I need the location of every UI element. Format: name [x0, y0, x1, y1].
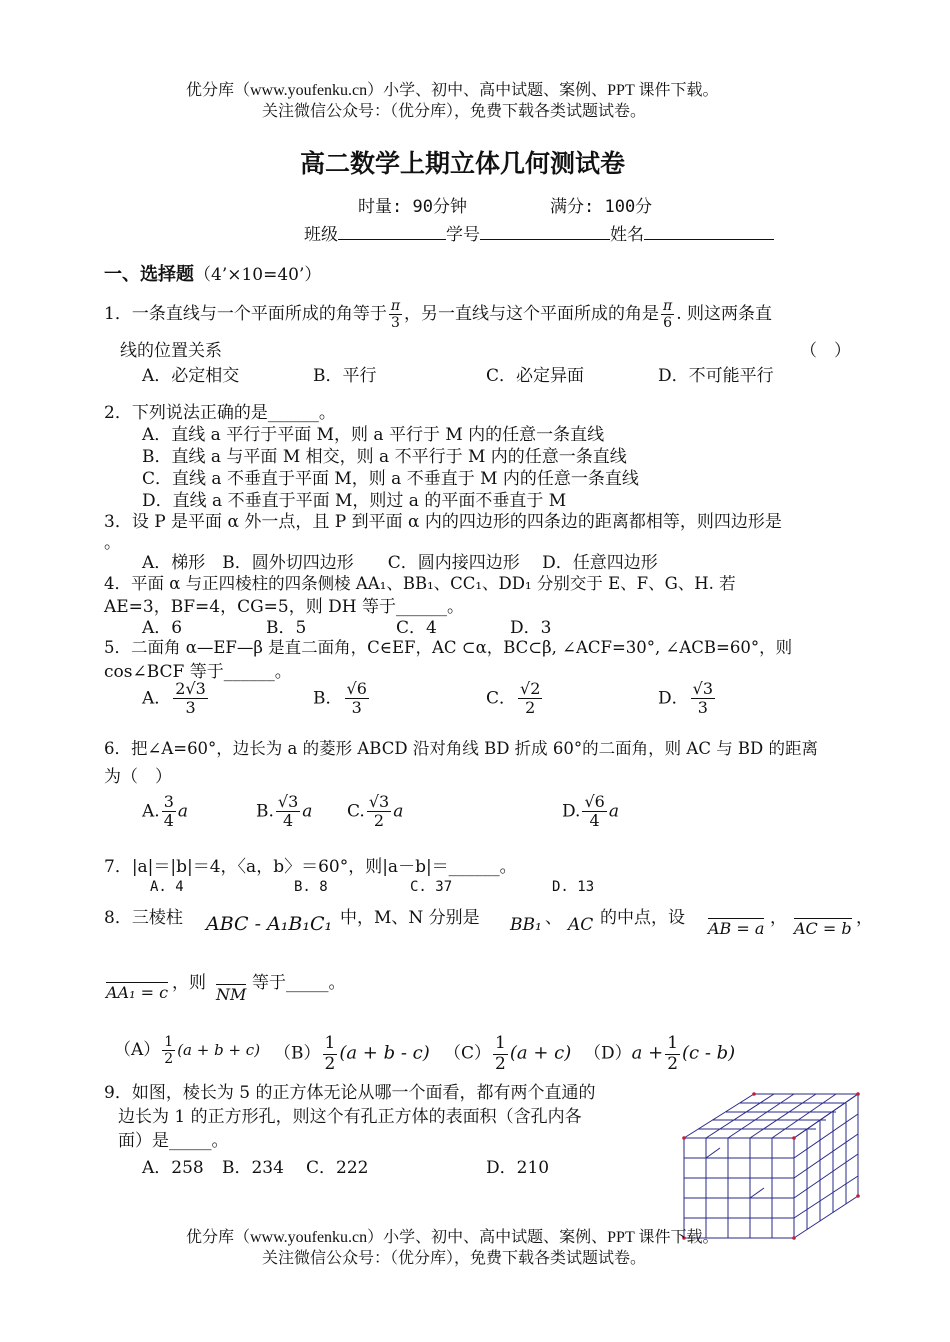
- header-line-2: 关注微信公众号：（优分库），免费下载各类试题试卷。: [262, 103, 647, 120]
- q8-comma2: ，: [856, 908, 873, 928]
- fraction: $\frac{3}{4}$: [163, 792, 174, 831]
- q6-stem: 6．把∠A=60°，边长为 a 的菱形 ABCD 沿对角线 BD 折成 60°的二面角，则 AC 与 BD 的距离: [104, 739, 819, 758]
- q7-option-b: B. 8: [294, 879, 328, 895]
- fraction: $\frac{1}{2}$: [495, 1033, 506, 1074]
- q4-option-a: A．6: [142, 618, 183, 638]
- q6-stem-line2: 为（ ）: [104, 767, 172, 787]
- q8-option-b: （B） $\frac{1}{2}$ (a + b - c): [274, 1033, 430, 1074]
- q7-option-c: C. 37: [410, 879, 453, 895]
- q8-option-d: （D）a + $\frac{1}{2}$ (c - b): [584, 1033, 736, 1074]
- q8-equals: 等于_____。: [252, 973, 346, 993]
- class-label: 班级: [304, 225, 338, 245]
- q5-option-d: D． $\frac{√3}{3}$: [658, 679, 714, 718]
- page-title: 高二数学上期立体几何测试卷: [300, 149, 626, 178]
- q8-stem-c: 的中点，设: [600, 908, 685, 928]
- q4-option-d: D．3: [510, 618, 552, 638]
- header-line-1: 优分库（www.youfenku.cn）小学、初中、高中试题、案例、PPT 课件下载。: [186, 82, 719, 99]
- q1-option-d: D．不可能平行: [658, 366, 774, 386]
- q3-stem-line2: 。: [104, 533, 121, 553]
- q9-line3: 面）是_____。: [118, 1131, 229, 1151]
- q8-prism: ABC - A₁B₁C₁: [206, 913, 333, 935]
- q6-option-a: A. $\frac{3}{4}$ a: [142, 792, 189, 831]
- score-info: 满分: 100分: [550, 197, 653, 217]
- q8-ac: AC: [568, 915, 594, 935]
- q7-option-a: A. 4: [150, 879, 184, 895]
- footer-line-1: 优分库（www.youfenku.cn）小学、初中、高中试题、案例、PPT 课件下载。: [186, 1229, 719, 1246]
- q9-line1: 9．如图，棱长为 5 的正方体无论从哪一个面看，都有两个直通的: [104, 1083, 596, 1103]
- q1-option-a: A．必定相交: [142, 366, 240, 386]
- q4-stem-line2: AE=3，BF=4，CG=5，则 DH 等于______。: [104, 597, 465, 617]
- q8-stem-b: 中，M、N 分别是: [340, 908, 480, 928]
- q8-comma: ，: [770, 908, 787, 928]
- q8-ac-vec: AC = b: [794, 919, 852, 938]
- right-face: [794, 1094, 858, 1238]
- section-points: （4’×10=40’）: [194, 265, 322, 285]
- front-face: [684, 1138, 794, 1238]
- fraction: $\frac{√2}{2}$: [520, 679, 541, 718]
- fraction: $\frac{√6}{4}$: [584, 792, 605, 831]
- fraction: $\frac{1}{2}$: [667, 1033, 679, 1074]
- q1-stem-line2: 线的位置关系: [120, 341, 222, 361]
- q9-option-c: C．222: [306, 1158, 369, 1178]
- q8-option-c: （C） $\frac{1}{2}$ (a + c): [444, 1033, 572, 1074]
- q7-option-d: D. 13: [552, 879, 595, 895]
- q2-option-c: C．直线 a 不垂直于平面 M，则 a 不垂直于 M 内的任意一条直线: [142, 469, 639, 489]
- q3-options: A．梯形 B．圆外切四边形 C．圆内接四边形 D．任意四边形: [142, 553, 658, 573]
- q5-option-b: B． $\frac{√6}{3}$: [313, 679, 367, 718]
- q1-option-b: B．平行: [313, 366, 377, 386]
- class-field: [304, 220, 774, 245]
- q5-option-a: A． $\frac{2√3}{3}$: [142, 679, 206, 718]
- holed-cube-figure: [676, 1086, 866, 1246]
- q8-bb1: BB₁: [510, 915, 542, 935]
- fraction: $\frac{2√3}{3}$: [175, 679, 206, 718]
- fraction: $\frac{√3}{4}$: [277, 792, 299, 831]
- q2-stem: 2．下列说法正确的是______。: [104, 403, 336, 423]
- q6-option-b: B. $\frac{√3}{4}$ a: [256, 792, 313, 831]
- q8-ab-vec: AB = a: [708, 919, 765, 938]
- number-label: 学号: [446, 225, 480, 245]
- q6-option-c: C. $\frac{√3}{2}$ a: [347, 792, 404, 831]
- q2-option-d: D．直线 a 不垂直于平面 M，则过 a 的平面不垂直于 M: [142, 491, 567, 511]
- q8-option-a: （A） $\frac{1}{2}$ (a + b + c): [114, 1034, 261, 1068]
- q3-stem: 3．设 P 是平面 α 外一点，且 P 到平面 α 内的四边形的四条边的距离都相等，则四边形是: [104, 512, 782, 532]
- fraction: $\frac{1}{2}$: [164, 1034, 174, 1068]
- q5-stem: 5．二面角 α—EF—β 是直二面角，C∈EF，AC ⊂α，BC⊂β, ∠ACF=30°, ∠ACB=60°，则: [104, 638, 793, 657]
- q9-option-b: B．234: [222, 1158, 284, 1178]
- fraction: $\frac{√6}{3}$: [346, 679, 367, 718]
- q9-option-a: A．258: [142, 1158, 204, 1178]
- q8-then: ，则: [172, 973, 206, 993]
- q7-stem: 7．|a|＝|b|＝4，〈a，b〉＝60°，则|a－b|＝______。: [104, 857, 517, 877]
- q5-stem-line2: cos∠BCF 等于______。: [104, 662, 292, 682]
- q2-option-b: B．直线 a 与平面 M 相交，则 a 不平行于 M 内的任意一条直线: [142, 447, 627, 467]
- fraction: $\frac{1}{2}$: [324, 1033, 336, 1074]
- fraction: $\frac{√3}{2}$: [368, 792, 390, 831]
- time-info: 时量: 90分钟: [358, 197, 467, 217]
- q8-nm-vec: NM: [216, 985, 247, 1004]
- q2-option-a: A．直线 a 平行于平面 M，则 a 平行于 M 内的任意一条直线: [142, 425, 605, 445]
- fraction: $\frac{√3}{3}$: [692, 679, 714, 718]
- q4-option-b: B．5: [266, 618, 307, 638]
- section-label: 一、选择题: [104, 264, 194, 285]
- q4-stem: 4．平面 α 与正四棱柱的四条侧棱 AA₁、BB₁、CC₁、DD₁ 分别交于 E、F、G、H. 若: [104, 574, 736, 593]
- q9-option-d: D．210: [486, 1158, 550, 1178]
- q8-stem-a: 8．三棱柱: [104, 908, 183, 928]
- q6-option-d: D. $\frac{√6}{4}$ a: [562, 792, 619, 831]
- q1-stem: 1．一条直线与一个平面所成的角等于 $\frac{\pi}{3}$ ，另一直线与这个平面所成的角是 $\frac{\pi}{6}$ . 则这两条直: [104, 298, 773, 332]
- fraction: $\frac{\pi}{6}$: [663, 298, 673, 332]
- q1-option-c: C．必定异面: [486, 366, 585, 386]
- q1-answer-paren: （ ）: [800, 341, 851, 361]
- q5-option-c: C． $\frac{√2}{2}$: [486, 679, 541, 718]
- q9-line2: 边长为 1 的正方形孔，则这个有孔正方体的表面积（含孔内各: [118, 1107, 582, 1127]
- q4-option-c: C．4: [396, 618, 437, 638]
- fraction: $\frac{\pi}{3}$: [390, 298, 401, 332]
- footer-line-2: 关注微信公众号：（优分库），免费下载各类试题试卷。: [262, 1250, 647, 1267]
- q8-sep: 、: [545, 908, 562, 928]
- section-heading: [104, 260, 321, 286]
- name-label: 姓名: [610, 225, 644, 245]
- q8-aa1-vec: AA₁ = c: [106, 983, 169, 1002]
